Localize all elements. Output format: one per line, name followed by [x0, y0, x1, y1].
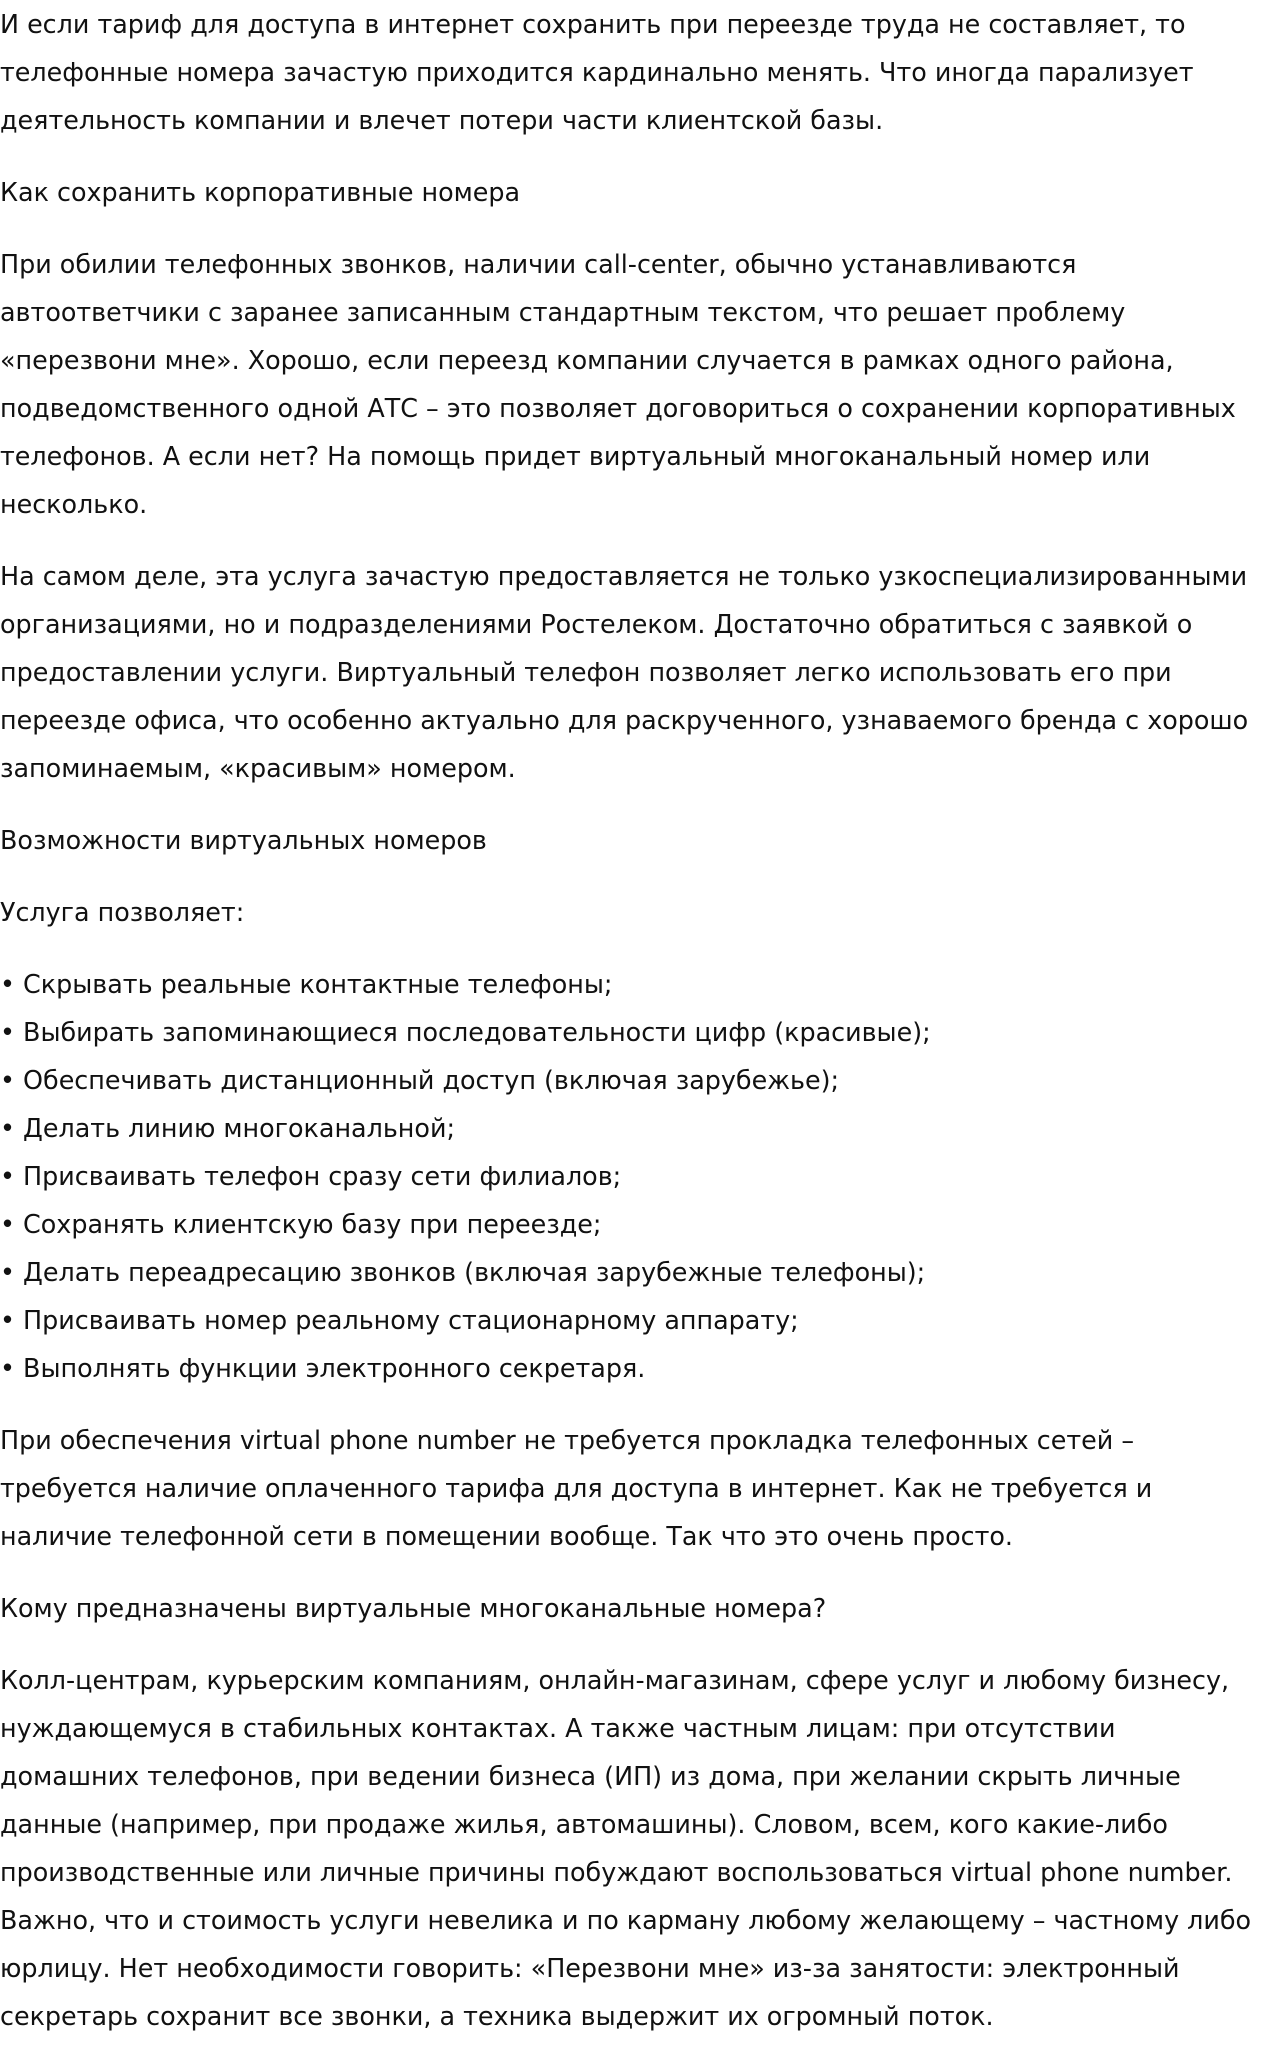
rostelecom-paragraph: На самом деле, эта услуга зачастую предоставляется не только узкоспециализированными организациями, но и подразделениями Ростелеком. Достаточно обратиться с заявкой о предоставлении услуги. Виртуальный телефон позволяет легко использовать его при переезде офиса, что особенно актуально для раскрученного, узнаваемого бренда с хорошо запоминаемым, «красивым» номером. [0, 561, 1249, 783]
call-center-paragraph: При обилии телефонных звонков, наличии call-center, обычно устанавливаются автоответчики с заранее записанным стандартным текстом, что решает проблему «перезвони мне». Хорошо, если переезд компании случается в рамках одного района, подведомственного одной АТС – это позволяет договориться о сохранении корпоративных телефонов. А если нет? На помощь придет виртуальный многоканальный номер или несколько. [0, 249, 1236, 519]
features-list [0, 960, 1262, 1392]
list-item: • Присваивать номер реальному стационарному аппарату; [0, 1305, 799, 1335]
section-heading-keep-numbers: Как сохранить корпоративные номера [0, 177, 521, 207]
list-item: • Скрывать реальные контактные телефоны; [0, 969, 613, 999]
list-item: • Выбирать запоминающиеся последовательности цифр (красивые); [0, 1017, 931, 1047]
intro-paragraph: И если тариф для доступа в интернет сохранить при переезде труда не составляет, то телефонные номера зачастую приходится кардинально менять. Что иногда парализует деятельность компании и влечет потери части клиентской базы. [0, 9, 1194, 135]
audience-paragraph: Колл-центрам, курьерским компаниям, онлайн-магазинам, сфере услуг и любому бизнесу, нуждающемуся в стабильных контактах. А также частным лицам: при отсутствии домашних телефонов, при ведении бизнеса (ИП) из дома, при желании скрыть личные данные (например, при продаже жилья, автомашины). Словом, всем, кого какие-либо производственные или личные причины побуждают воспользоваться virtual phone number. Важно, что и стоимость услуги невелика и по карману любому желающему – частному либо юрлицу. Нет необходимости говорить: «Перезвони мне» из-за занятости: электронный секретарь сохранит все звонки, а техника выдержит их огромный поток. [0, 1665, 1252, 2031]
list-item: • Делать переадресацию звонков (включая зарубежные телефоны); [0, 1257, 926, 1287]
list-item: • Выполнять функции электронного секретаря. [0, 1353, 646, 1383]
list-item: • Обеспечивать дистанционный доступ (включая зарубежье); [0, 1065, 840, 1095]
list-item: • Присваивать телефон сразу сети филиалов; [0, 1161, 622, 1191]
service-allows-label: Услуга позволяет: [0, 897, 245, 927]
section-heading-audience: Кому предназначены виртуальные многоканальные номера? [0, 1593, 827, 1623]
section-heading-capabilities: Возможности виртуальных номеров [0, 825, 487, 855]
list-item: • Сохранять клиентскую базу при переезде; [0, 1209, 602, 1239]
list-item: • Делать линию многоканальной; [0, 1113, 455, 1143]
no-cabling-paragraph: При обеспечения virtual phone number не требуется прокладка телефонных сетей – требуется наличие оплаченного тарифа для доступа в интернет. Как не требуется и наличие телефонной сети в помещении вообще. Так что это очень просто. [0, 1425, 1153, 1551]
